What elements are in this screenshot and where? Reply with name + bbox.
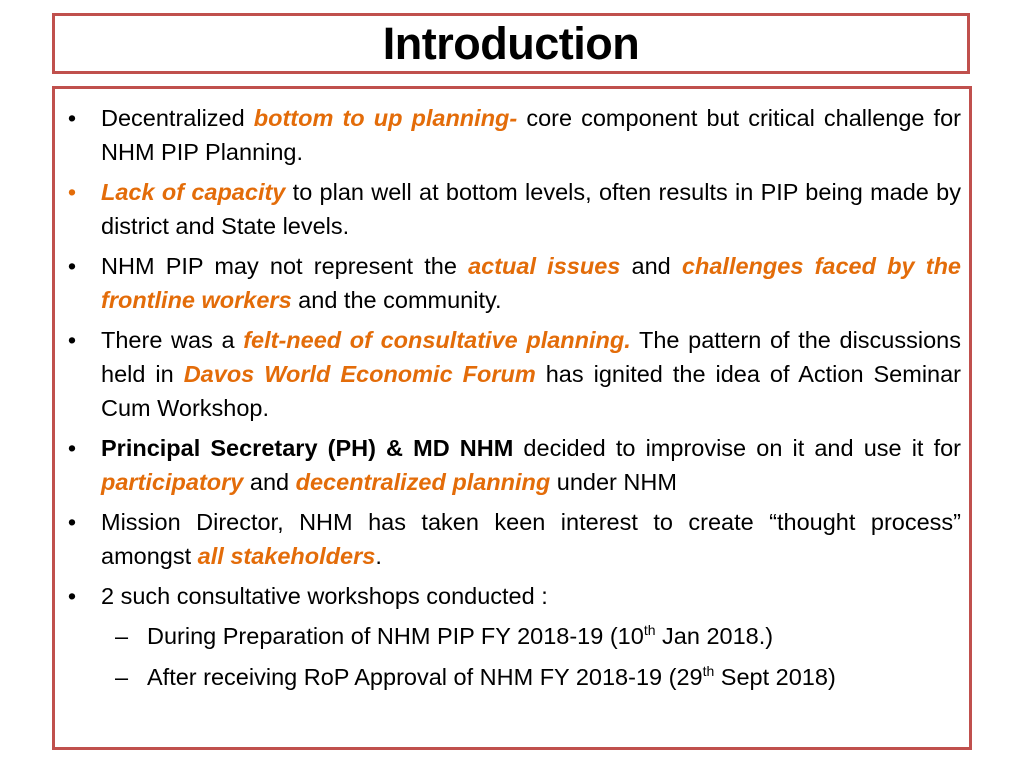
highlight-text: bottom to up planning- bbox=[253, 105, 518, 131]
highlight-text: participatory bbox=[101, 469, 244, 495]
highlight-text: challenges faced by the frontline workers bbox=[101, 253, 961, 313]
bullet-icon: • bbox=[67, 253, 77, 279]
highlight-text: all stakeholders bbox=[197, 543, 376, 569]
bullet-item-5 bbox=[55, 431, 969, 499]
bullet-item-4 bbox=[55, 323, 969, 425]
highlight-text: decentralized planning bbox=[295, 469, 551, 495]
title-box bbox=[52, 13, 970, 74]
bullet-icon: • bbox=[67, 179, 77, 205]
highlight-text: Davos World Economic Forum bbox=[183, 361, 536, 387]
text: and the community. bbox=[291, 287, 502, 313]
bold-text: Principal Secretary (PH) & MD NHM bbox=[101, 435, 514, 461]
text: and bbox=[243, 469, 296, 495]
text: Jan 2018.) bbox=[655, 623, 774, 649]
text: and bbox=[620, 253, 682, 279]
bullet-icon: • bbox=[67, 105, 77, 131]
bullet-item-1 bbox=[55, 101, 969, 169]
slide-title: Introduction bbox=[382, 17, 640, 69]
bullet-item-6 bbox=[55, 505, 969, 573]
bullet-item-7 bbox=[55, 579, 969, 613]
text: NHM PIP may not represent the bbox=[101, 253, 469, 279]
highlight-text: felt-need of consultative planning. bbox=[243, 327, 631, 353]
bullet-item-3 bbox=[55, 249, 969, 317]
text: During Preparation of NHM PIP FY 2018-19 (10 bbox=[147, 623, 644, 649]
sub-bullet-item-1 bbox=[55, 619, 969, 653]
highlight-text: Lack of capacity bbox=[101, 179, 286, 205]
highlight-text: actual issues bbox=[468, 253, 621, 279]
bullet-item-2 bbox=[55, 175, 969, 243]
bullet-list bbox=[55, 101, 969, 701]
bullet-icon: • bbox=[67, 583, 77, 609]
bullet-icon: • bbox=[67, 509, 77, 535]
text: 2 such consultative workshops conducted : bbox=[101, 583, 548, 609]
dash-icon: – bbox=[115, 664, 129, 690]
sub-bullet-item-2 bbox=[55, 660, 969, 694]
text: to plan well at bottom levels, often results in PIP being made by district and State levels. bbox=[101, 179, 961, 239]
text: Sept 2018) bbox=[714, 664, 836, 690]
text: There was a bbox=[101, 327, 244, 353]
text: Decentralized bbox=[101, 105, 254, 131]
bullet-icon: • bbox=[67, 435, 77, 461]
text: . bbox=[375, 543, 382, 569]
content-box bbox=[52, 86, 972, 750]
text: After receiving RoP Approval of NHM FY 2018-19 (29 bbox=[147, 664, 703, 690]
superscript: th bbox=[643, 622, 656, 639]
text: under NHM bbox=[550, 469, 677, 495]
text: has ignited the idea of Action Seminar Cum Workshop. bbox=[101, 361, 962, 421]
dash-icon: – bbox=[115, 623, 129, 649]
bullet-icon: • bbox=[67, 327, 77, 353]
text: decided to improvise on it and use it for bbox=[513, 435, 961, 461]
text: core component but critical challenge for NHM PIP Planning. bbox=[101, 105, 961, 165]
text: Mission Director, NHM has taken keen interest to create “thought process” amongst bbox=[101, 509, 961, 569]
text: The pattern of the discussions held in bbox=[101, 327, 961, 387]
superscript: th bbox=[702, 663, 715, 680]
